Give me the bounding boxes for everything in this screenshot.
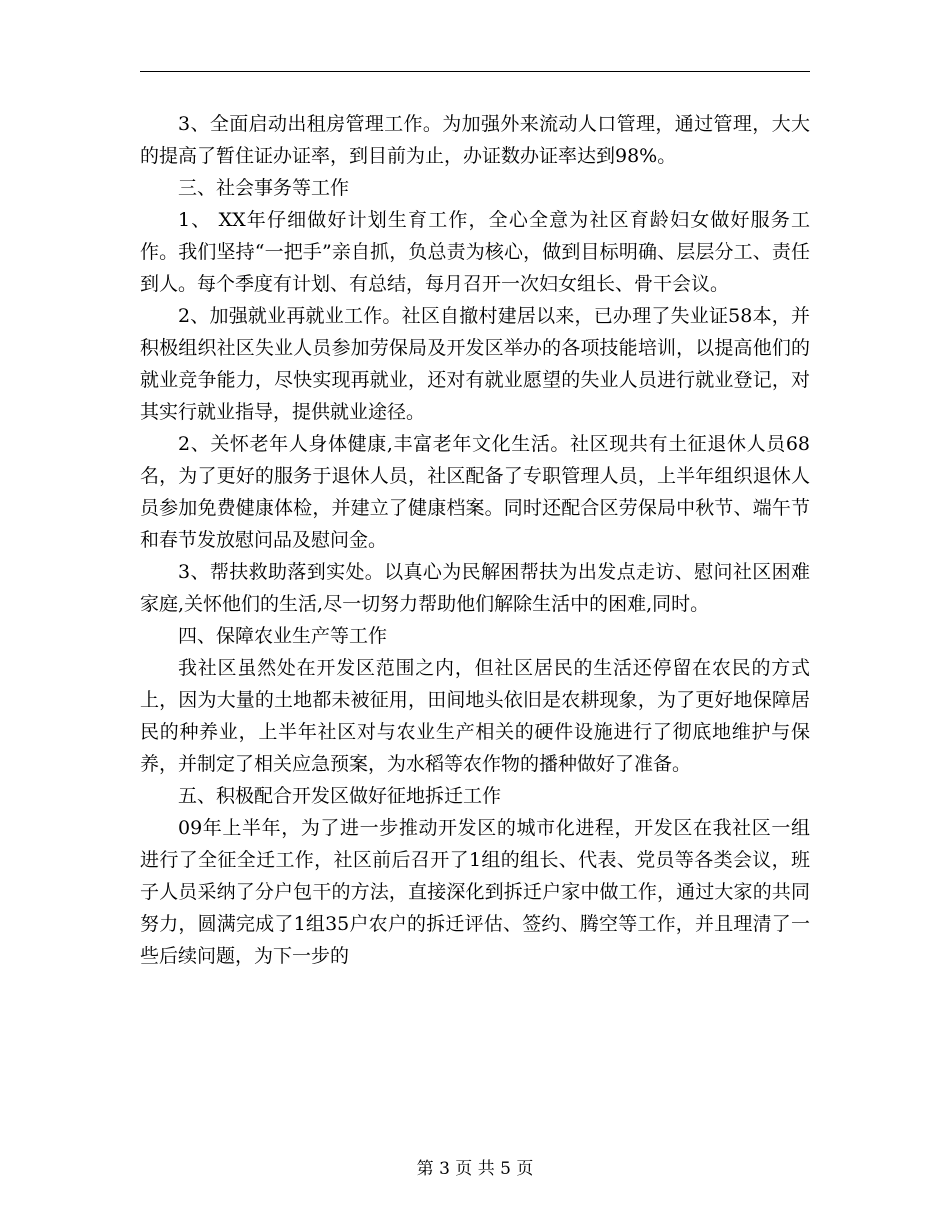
paragraph: 3、帮扶救助落到实处。以真心为民解困帮扶为出发点走访、慰问社区困难家庭,关怀他们的生活,尽一切努力帮助他们解除生活中的困难,同时。 xyxy=(140,561,810,615)
section-heading: 三、社会事务等工作 xyxy=(178,177,350,199)
header-rule xyxy=(140,71,810,72)
page-footer: 第 3 页 共 5 页 xyxy=(416,1159,534,1179)
document-body xyxy=(140,108,810,972)
paragraph: 我社区虽然处在开发区范围之内，但社区居民的生活还停留在农民的方式上，因为大量的土地都未被征用，田间地头依旧是农耕现象，为了更好地保障居民的种养业，上半年社区对与农业生产相关的硬件设施进行了彻底地维护与保养，并制定了相关应急预案，为水稻等农作物的播种做好了准备。 xyxy=(140,657,810,775)
paragraph: 09年上半年，为了进一步推动开发区的城市化进程，开发区在我社区一组进行了全征全迁工作，社区前后召开了1组的组长、代表、党员等各类会议，班子人员采纳了分户包干的方法，直接深化到拆迁户家中做工作，通过大家的共同努力，圆满完成了1组35户农户的拆迁评估、签约、腾空等工作，并且理清了一些后续问题，为下一步的 xyxy=(140,817,810,967)
paragraph: 2、关怀老年人身体健康,丰富老年文化生活。社区现共有土征退休人员68名，为了更好的服务于退休人员，社区配备了专职管理人员，上半年组织退休人员参加免费健康体检，并建立了健康档案。同时还配合区劳保局中秋节、端午节和春节发放慰问品及慰问金。 xyxy=(140,433,810,551)
paragraph: 1、 XX年仔细做好计划生育工作，全心全意为社区育龄妇女做好服务工作。我们坚持“一把手”亲自抓，负总责为核心，做到目标明确、层层分工、责任到人。每个季度有计划、有总结，每月召开一次妇女组长、骨干会议。 xyxy=(140,209,810,295)
paragraph: 2、加强就业再就业工作。社区自撤村建居以来，已办理了失业证58本，并积极组织社区失业人员参加劳保局及开发区举办的各项技能培训，以提高他们的就业竞争能力，尽快实现再就业，还对有就业愿望的失业人员进行就业登记，对其实行就业指导，提供就业途径。 xyxy=(140,305,810,423)
section-heading: 五、积极配合开发区做好征地拆迁工作 xyxy=(178,785,502,807)
section-heading: 四、保障农业生产等工作 xyxy=(178,625,388,647)
paragraph: 3、全面启动出租房管理工作。为加强外来流动人口管理，通过管理，大大的提高了暂住证办证率，到目前为止，办证数办证率达到98%。 xyxy=(140,113,810,167)
